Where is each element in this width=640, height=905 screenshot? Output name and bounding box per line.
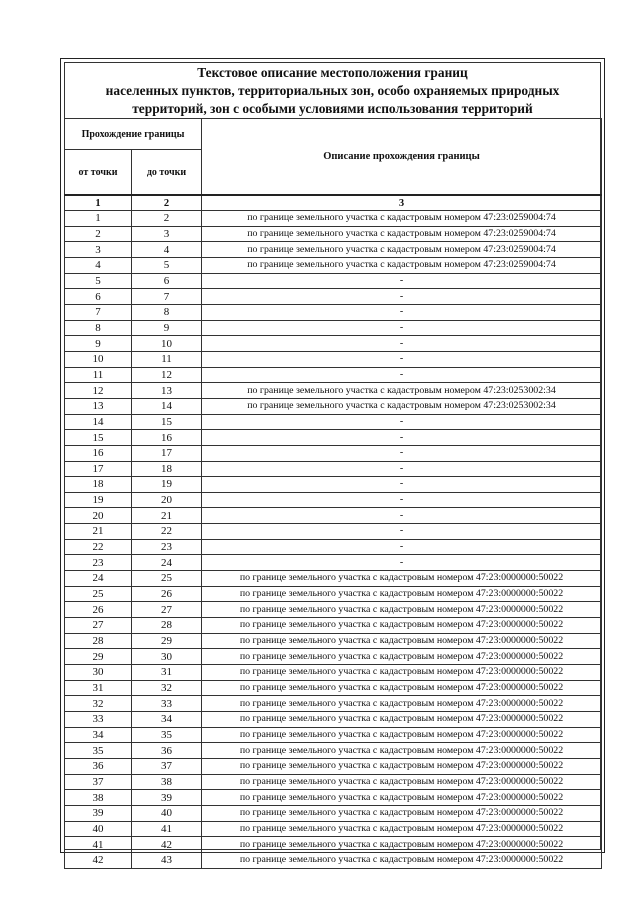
from-point-cell: 16 — [65, 445, 132, 461]
to-point-cell: 9 — [132, 320, 202, 336]
to-point-cell: 24 — [132, 555, 202, 571]
description-cell: по границе земельного участка с кадастровым номером 47:23:0000000:50022 — [202, 680, 602, 696]
description-cell: по границе земельного участка с кадастровым номером 47:23:0000000:50022 — [202, 602, 602, 618]
title-line-3: территорий, зон с особыми условиями использования территорий — [132, 101, 533, 116]
description-cell: по границе земельного участка с кадастровым номером 47:23:0000000:50022 — [202, 852, 602, 868]
from-point-cell: 27 — [65, 618, 132, 634]
from-point-cell: 13 — [65, 398, 132, 414]
from-point-cell: 34 — [65, 727, 132, 743]
to-point-cell: 3 — [132, 226, 202, 242]
description-cell: по границе земельного участка с кадастровым номером 47:23:0000000:50022 — [202, 727, 602, 743]
from-point-cell: 15 — [65, 430, 132, 446]
description-cell: - — [202, 367, 602, 383]
description-cell: - — [202, 414, 602, 430]
description-cell: по границе земельного участка с кадастровым номером 47:23:0000000:50022 — [202, 665, 602, 681]
title-line-1: Текстовое описание местоположения границ — [197, 65, 468, 80]
table-row — [65, 743, 602, 759]
from-point-cell: 35 — [65, 743, 132, 759]
description-cell: - — [202, 304, 602, 320]
description-cell: - — [202, 461, 602, 477]
table-row — [65, 414, 602, 430]
to-point-cell: 10 — [132, 336, 202, 352]
from-point-cell: 8 — [65, 320, 132, 336]
to-point-cell: 5 — [132, 257, 202, 273]
description-cell: по границе земельного участка с кадастровым номером 47:23:0253002:34 — [202, 383, 602, 399]
description-cell: по границе земельного участка с кадастровым номером 47:23:0000000:50022 — [202, 821, 602, 837]
table-row — [65, 774, 602, 790]
to-point-cell: 34 — [132, 712, 202, 728]
to-point-cell: 12 — [132, 367, 202, 383]
from-point-cell: 26 — [65, 602, 132, 618]
table-row — [65, 712, 602, 728]
description-cell: по границе земельного участка с кадастровым номером 47:23:0000000:50022 — [202, 618, 602, 634]
table-row — [65, 211, 602, 227]
from-point-cell: 1 — [65, 211, 132, 227]
to-point-cell: 33 — [132, 696, 202, 712]
table-row — [65, 257, 602, 273]
header-boundary-passage: Прохождение границы — [65, 119, 202, 150]
from-point-cell: 30 — [65, 665, 132, 681]
table-row — [65, 367, 602, 383]
description-cell: по границе земельного участка с кадастровым номером 47:23:0000000:50022 — [202, 758, 602, 774]
description-cell: по границе земельного участка с кадастровым номером 47:23:0000000:50022 — [202, 805, 602, 821]
table-row — [65, 758, 602, 774]
description-cell: по границе земельного участка с кадастровым номером 47:23:0253002:34 — [202, 398, 602, 414]
to-point-cell: 22 — [132, 524, 202, 540]
table-row — [65, 461, 602, 477]
table-row — [65, 696, 602, 712]
from-point-cell: 7 — [65, 304, 132, 320]
to-point-cell: 39 — [132, 790, 202, 806]
description-cell: - — [202, 336, 602, 352]
header-from-point: от точки — [65, 150, 132, 196]
from-point-cell: 18 — [65, 477, 132, 493]
description-cell: - — [202, 273, 602, 289]
table-row — [65, 649, 602, 665]
from-point-cell: 42 — [65, 852, 132, 868]
description-cell: - — [202, 430, 602, 446]
from-point-cell: 20 — [65, 508, 132, 524]
description-cell: - — [202, 477, 602, 493]
document-title — [64, 64, 601, 118]
title-line-2: населенных пунктов, территориальных зон, особо охраняемых природных — [105, 83, 560, 98]
to-point-cell: 35 — [132, 727, 202, 743]
to-point-cell: 4 — [132, 242, 202, 258]
table-row — [65, 680, 602, 696]
to-point-cell: 26 — [132, 586, 202, 602]
description-cell: по границе земельного участка с кадастровым номером 47:23:0000000:50022 — [202, 837, 602, 853]
to-point-cell: 31 — [132, 665, 202, 681]
from-point-cell: 24 — [65, 571, 132, 587]
table-row — [65, 398, 602, 414]
to-point-cell: 23 — [132, 539, 202, 555]
from-point-cell: 40 — [65, 821, 132, 837]
from-point-cell: 37 — [65, 774, 132, 790]
table-row — [65, 852, 602, 868]
table-row — [65, 430, 602, 446]
description-cell: по границе земельного участка с кадастровым номером 47:23:0259004:74 — [202, 242, 602, 258]
table-row — [65, 351, 602, 367]
from-point-cell: 38 — [65, 790, 132, 806]
to-point-cell: 16 — [132, 430, 202, 446]
table-row — [65, 304, 602, 320]
column-number-2: 2 — [132, 195, 202, 211]
table-row — [65, 336, 602, 352]
description-cell: по границе земельного участка с кадастровым номером 47:23:0000000:50022 — [202, 696, 602, 712]
table-row — [65, 445, 602, 461]
to-point-cell: 36 — [132, 743, 202, 759]
to-point-cell: 15 — [132, 414, 202, 430]
to-point-cell: 20 — [132, 492, 202, 508]
to-point-cell: 28 — [132, 618, 202, 634]
to-point-cell: 30 — [132, 649, 202, 665]
to-point-cell: 11 — [132, 351, 202, 367]
description-cell: - — [202, 351, 602, 367]
table-row — [65, 383, 602, 399]
description-cell: по границе земельного участка с кадастровым номером 47:23:0000000:50022 — [202, 712, 602, 728]
to-point-cell: 42 — [132, 837, 202, 853]
from-point-cell: 22 — [65, 539, 132, 555]
to-point-cell: 6 — [132, 273, 202, 289]
from-point-cell: 3 — [65, 242, 132, 258]
from-point-cell: 36 — [65, 758, 132, 774]
to-point-cell: 18 — [132, 461, 202, 477]
description-cell: - — [202, 524, 602, 540]
to-point-cell: 29 — [132, 633, 202, 649]
from-point-cell: 10 — [65, 351, 132, 367]
table-row — [65, 602, 602, 618]
from-point-cell: 14 — [65, 414, 132, 430]
table-row — [65, 555, 602, 571]
from-point-cell: 29 — [65, 649, 132, 665]
description-cell: - — [202, 508, 602, 524]
from-point-cell: 39 — [65, 805, 132, 821]
from-point-cell: 25 — [65, 586, 132, 602]
to-point-cell: 14 — [132, 398, 202, 414]
table-row — [65, 665, 602, 681]
from-point-cell: 9 — [65, 336, 132, 352]
table-row — [65, 790, 602, 806]
to-point-cell: 7 — [132, 289, 202, 305]
table-row — [65, 571, 602, 587]
table-row — [65, 618, 602, 634]
to-point-cell: 38 — [132, 774, 202, 790]
description-cell: по границе земельного участка с кадастровым номером 47:23:0000000:50022 — [202, 633, 602, 649]
description-cell: по границе земельного участка с кадастровым номером 47:23:0259004:74 — [202, 211, 602, 227]
to-point-cell: 2 — [132, 211, 202, 227]
header-description: Описание прохождения границы — [202, 119, 602, 196]
to-point-cell: 41 — [132, 821, 202, 837]
from-point-cell: 12 — [65, 383, 132, 399]
to-point-cell: 25 — [132, 571, 202, 587]
table-row — [65, 524, 602, 540]
to-point-cell: 13 — [132, 383, 202, 399]
to-point-cell: 40 — [132, 805, 202, 821]
table-row — [65, 289, 602, 305]
description-cell: - — [202, 289, 602, 305]
table-row — [65, 837, 602, 853]
column-number-1: 1 — [65, 195, 132, 211]
to-point-cell: 19 — [132, 477, 202, 493]
from-point-cell: 28 — [65, 633, 132, 649]
from-point-cell: 33 — [65, 712, 132, 728]
table-row — [65, 320, 602, 336]
from-point-cell: 19 — [65, 492, 132, 508]
table-row — [65, 226, 602, 242]
description-cell: по границе земельного участка с кадастровым номером 47:23:0000000:50022 — [202, 790, 602, 806]
from-point-cell: 17 — [65, 461, 132, 477]
description-cell: - — [202, 320, 602, 336]
to-point-cell: 37 — [132, 758, 202, 774]
table-row — [65, 492, 602, 508]
to-point-cell: 21 — [132, 508, 202, 524]
table-row — [65, 821, 602, 837]
description-cell: по границе земельного участка с кадастровым номером 47:23:0259004:74 — [202, 257, 602, 273]
header-to-point: до точки — [132, 150, 202, 196]
from-point-cell: 32 — [65, 696, 132, 712]
description-cell: по границе земельного участка с кадастровым номером 47:23:0000000:50022 — [202, 743, 602, 759]
description-cell: - — [202, 539, 602, 555]
description-cell: - — [202, 555, 602, 571]
table-row — [65, 508, 602, 524]
table-row — [65, 727, 602, 743]
description-cell: - — [202, 445, 602, 461]
table-row — [65, 273, 602, 289]
to-point-cell: 43 — [132, 852, 202, 868]
description-cell: по границе земельного участка с кадастровым номером 47:23:0000000:50022 — [202, 586, 602, 602]
to-point-cell: 27 — [132, 602, 202, 618]
to-point-cell: 17 — [132, 445, 202, 461]
table-row — [65, 633, 602, 649]
description-cell: - — [202, 492, 602, 508]
table-row — [65, 477, 602, 493]
table-row — [65, 586, 602, 602]
from-point-cell: 4 — [65, 257, 132, 273]
from-point-cell: 31 — [65, 680, 132, 696]
table-row — [65, 805, 602, 821]
from-point-cell: 11 — [65, 367, 132, 383]
column-number-3: 3 — [202, 195, 602, 211]
description-cell: по границе земельного участка с кадастровым номером 47:23:0259004:74 — [202, 226, 602, 242]
from-point-cell: 21 — [65, 524, 132, 540]
description-cell: по границе земельного участка с кадастровым номером 47:23:0000000:50022 — [202, 774, 602, 790]
boundary-table — [64, 118, 602, 869]
from-point-cell: 2 — [65, 226, 132, 242]
from-point-cell: 41 — [65, 837, 132, 853]
table-body — [65, 211, 602, 869]
to-point-cell: 32 — [132, 680, 202, 696]
to-point-cell: 8 — [132, 304, 202, 320]
from-point-cell: 23 — [65, 555, 132, 571]
description-cell: по границе земельного участка с кадастровым номером 47:23:0000000:50022 — [202, 571, 602, 587]
table-row — [65, 539, 602, 555]
table-row — [65, 242, 602, 258]
description-cell: по границе земельного участка с кадастровым номером 47:23:0000000:50022 — [202, 649, 602, 665]
from-point-cell: 5 — [65, 273, 132, 289]
from-point-cell: 6 — [65, 289, 132, 305]
